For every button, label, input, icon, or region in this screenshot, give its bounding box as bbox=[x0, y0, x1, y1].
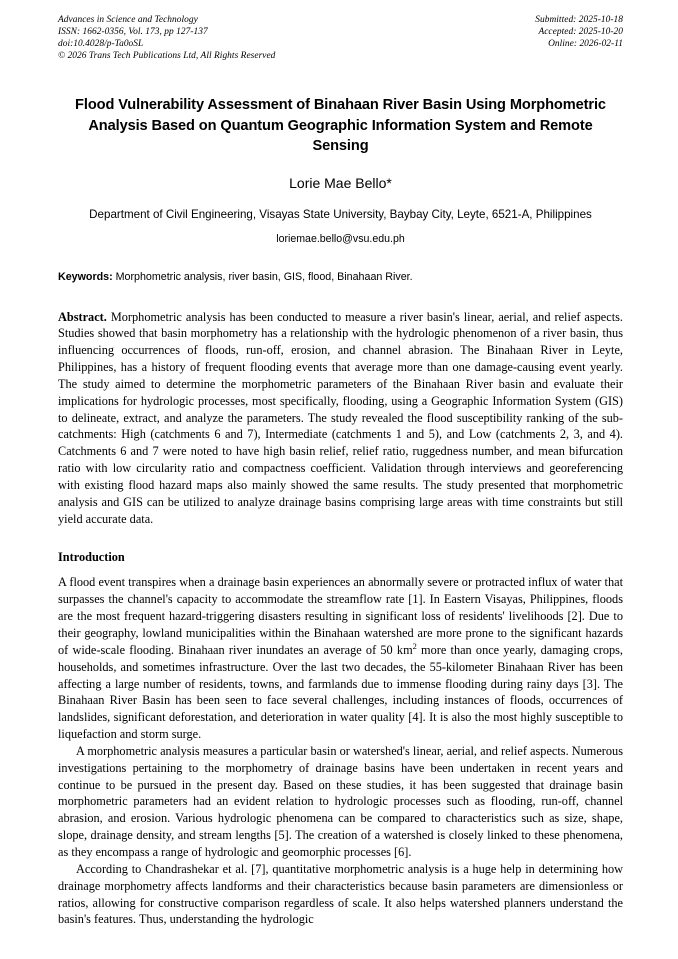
author-email[interactable]: loriemae.bello@vsu.edu.ph bbox=[276, 232, 405, 245]
submitted-date: Submitted: 2025-10-18 bbox=[535, 15, 623, 25]
area-unit-superscript: 2 bbox=[412, 641, 417, 651]
keywords-line bbox=[58, 270, 623, 285]
intro-paragraph-1-part-b: more than once yearly, damaging crops, households, and sometimes infrastructure. Over the last two decades, the 55-kilometer Binahaan River has been affecting a large number of residents, towns, and farmlands due to immense flooding during rainy days [3]. The Binahaan River Basin has been seen to face several challenges, including instances of floods, occurrences of landslides, significant deforestation, and deterioration in water quality [4]. It is also the most highly susceptible to liquefaction and storm surge. bbox=[58, 642, 624, 742]
online-date: Online: 2026-02-11 bbox=[548, 39, 623, 50]
author-affiliation: Department of Civil Engineering, Visayas State University, Baybay City, Leyte, 6521-A, Philippines bbox=[89, 207, 592, 221]
intro-paragraph-1-part-a: A flood event transpires when a drainage basin experiences an abnormally severe or protracted influx of water that surpasses the channel's capacity to accommodate the streamflow rate [1]. In Eastern Visayas, Philippines, floods are the most frequent hazard-triggering disasters resulting in significant loss of residents' livelihoods [2]. Due to their geography, lowland municipalities within the Binahaan watershed are more prone to the significant hazards of wide-scale flooding. Binahaan river inundates an average of 50 km bbox=[58, 575, 623, 657]
journal-issn-volume: ISSN: 1662-0356, Vol. 173, pp 127-137 bbox=[58, 27, 208, 38]
abstract-label: Abstract. bbox=[58, 309, 107, 324]
copyright-line: © 2026 Trans Tech Publications Ltd, All Rights Reserved bbox=[58, 51, 276, 62]
intro-paragraph-3: According to Chandrashekar et al. [7], quantitative morphometric analysis is a huge help in determining how drainage morphometry affects landforms and their characteristics because basin parameters are dimensionless or ratios, allowing for constructive comparison regardless of scale. It also helps watershed planners understand the basin's features. Thus, understanding the hydrologic bbox=[58, 861, 623, 927]
abstract-text: Morphometric analysis has been conducted to measure a river basin's linear, aerial, and relief aspects. Studies showed that basin morphometry has a relationship with the hydrologic phenomenon of a river basin, thus influencing occurrences of floods, run-off, erosion, and channel abrasion. The Binahaan River in Leyte, Philippines, has a history of frequent flooding events that average more than one damage-causing event yearly. The study aimed to determine the morphometric parameters of the Binahaan River basin and evaluate their implications for hydrologic processes, most specifically, flooding, using a Geographic Information System (GIS) to delineate, extract, and analyze the parameters. The study revealed the flood susceptibility ranking of the sub-catchments: High (catchments 6 and 7), Intermediate (catchments 1 and 5), and Low (catchments 2, 3, and 4). Catchments 6 and 7 were noted to have high basin relief, relief ratio, ruggedness number, and mean bifurcation ratio with low circularity ratio and compactness coefficient. Validation through interviews and georeferencing with existing flood hazard maps also mainly showed the same results. The study presented that morphometric analysis and GIS can be utilized to analyze drainage basins comprising large areas with time constraints but still yield accurate data. bbox=[58, 309, 623, 526]
page-content bbox=[58, 14, 623, 928]
keywords-text: Morphometric analysis, river basin, GIS, flood, Binahaan River. bbox=[112, 270, 413, 283]
masthead bbox=[58, 14, 623, 72]
intro-paragraph-2: A morphometric analysis measures a particular basin or watershed's linear, aerial, and relief aspects. Numerous investigations pertaining to the morphometry of drainage basins have been undertaken in recent years and continue to be pursued in the present day. Based on these studies, it has been suggested that drainage basin morphometric parameters had an evident relation to hydrologic processes such as flooding, run-off, channel abrasion, and erosion. Various hydrologic phenomena can be compared to characteristics such as size, shape, slope, drainage density, and stream lengths [5]. The creation of a watershed is closely linked to these phenomena, as they encompass a range of hydrologic and geomorphic processes [6]. bbox=[58, 743, 623, 859]
journal-name: Advances in Science and Technology bbox=[58, 15, 198, 25]
section-heading-introduction: Introduction bbox=[58, 550, 125, 565]
article-title: Flood Vulnerability Assessment of Binahaan River Basin Using Morphometric Analysis Based on Quantum Geographic Information System and Remote Sensing bbox=[75, 97, 606, 154]
article-doi[interactable]: doi:10.4028/p-Ta0oSL bbox=[58, 39, 144, 50]
keywords-label: Keywords: bbox=[58, 270, 113, 283]
masthead-left-block bbox=[58, 14, 275, 62]
abstract-paragraph bbox=[58, 309, 623, 528]
author-name: Lorie Mae Bello* bbox=[289, 174, 392, 191]
accepted-date: Accepted: 2025-10-20 bbox=[538, 27, 623, 38]
masthead-right-block bbox=[535, 14, 623, 50]
intro-paragraph-1 bbox=[58, 574, 623, 742]
